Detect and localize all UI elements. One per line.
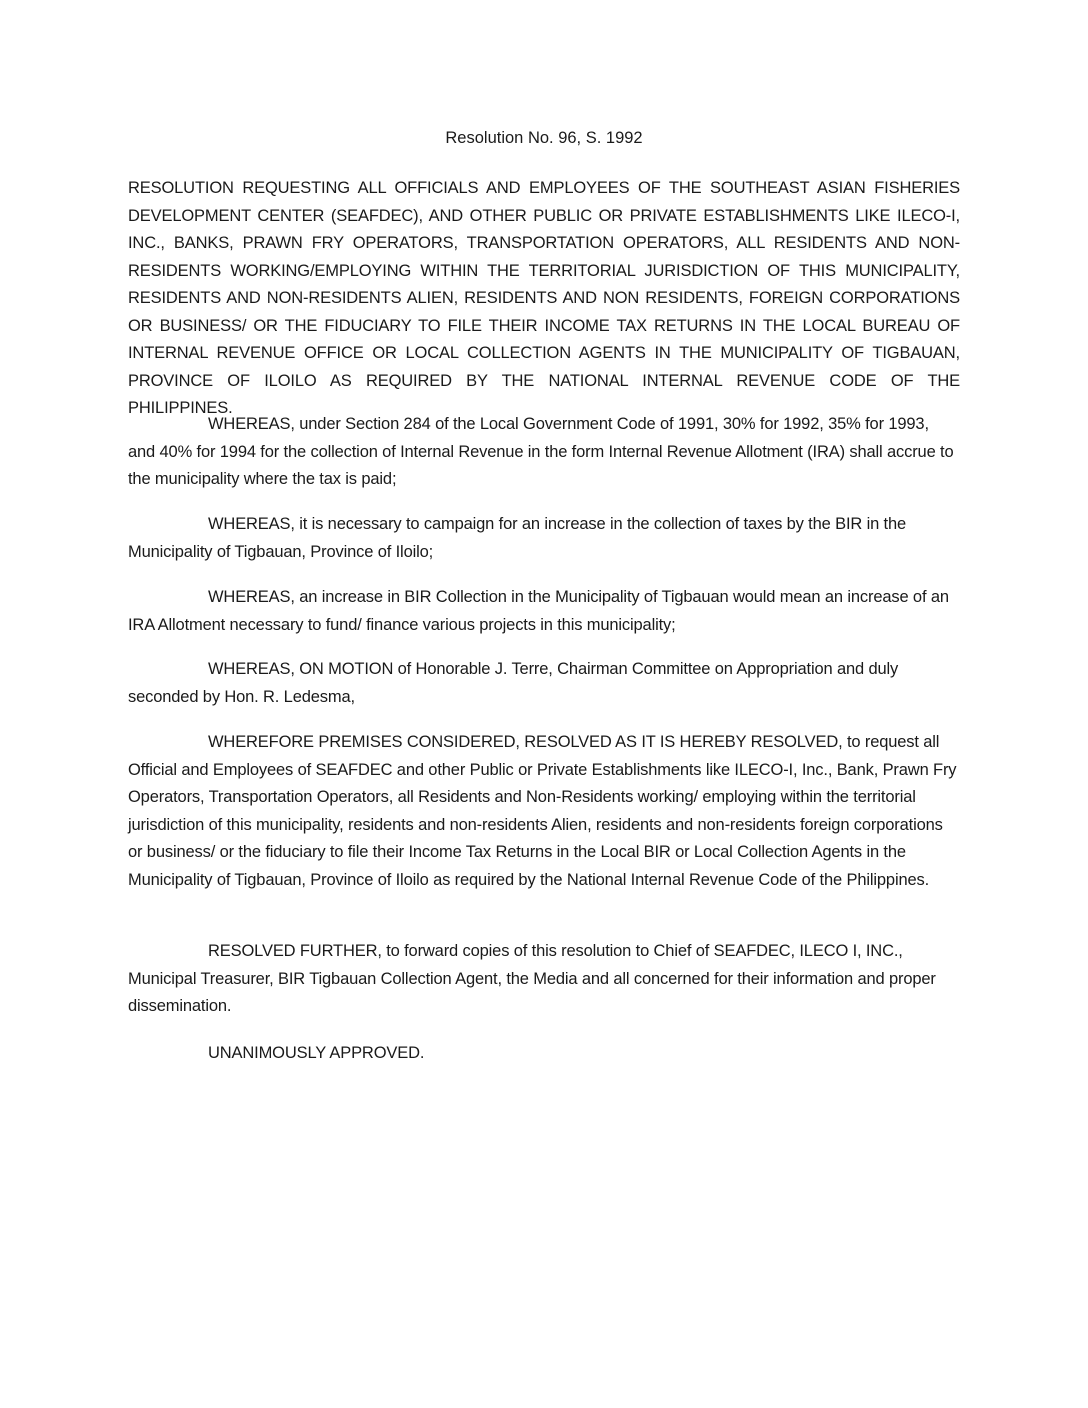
paragraph-text: WHEREAS, an increase in BIR Collection in the Municipality of Tigbauan would mean an increase of an IRA Allotment necessary to fund/ finance various projects in this municipality; xyxy=(128,588,949,634)
whereas-paragraph-2 xyxy=(128,511,960,566)
resolution-heading: RESOLUTION REQUESTING ALL OFFICIALS AND EMPLOYEES OF THE SOUTHEAST ASIAN FISHERIES DEVELOPMENT CENTER (SEAFDEC), AND OTHER PUBLIC OR PRIVATE ESTABLISHMENTS LIKE ILECO-I, INC., BANKS, PRAWN FRY OPERATORS, TRANSPORTATION OPERATORS, ALL RESIDENTS AND NON-RESIDENTS WORKING/EMPLOYING WITHIN THE TERRITORIAL JURISDICTION OF THIS MUNICIPALITY, RESIDENTS AND NON-RESIDENTS ALIEN, RESIDENTS AND NON RESIDENTS, FOREIGN CORPORATIONS OR BUSINESS/ OR THE FIDUCIARY TO FILE THEIR INCOME TAX RETURNS IN THE LOCAL BUREAU OF INTERNAL REVENUE OFFICE OR LOCAL COLLECTION AGENTS IN THE MUNICIPALITY OF TIGBAUAN, PROVINCE OF ILOILO AS REQUIRED BY THE NATIONAL INTERNAL REVENUE CODE OF THE PHILIPPINES. xyxy=(128,179,960,417)
paragraph-text: WHEREAS, ON MOTION of Honorable J. Terre, Chairman Committee on Appropriation and duly seconded by Hon. R. Ledesma, xyxy=(128,660,899,706)
approval-line xyxy=(128,1040,960,1068)
whereas-paragraph-4 xyxy=(128,656,960,711)
paragraph-text: UNANIMOUSLY APPROVED. xyxy=(208,1044,425,1062)
resolved-further-paragraph xyxy=(128,938,960,1021)
paragraph-text: WHEREAS, it is necessary to campaign for an increase in the collection of taxes by the BIR in the Municipality of Tigbauan, Province of Iloilo; xyxy=(128,515,907,561)
paragraph-text: RESOLVED FURTHER, to forward copies of this resolution to Chief of SEAFDEC, ILECO I, INC., Municipal Treasurer, BIR Tigbauan Collection Agent, the Media and all concerned for their information and proper dissemination. xyxy=(128,942,936,1015)
whereas-paragraph-3 xyxy=(128,584,960,639)
whereas-paragraph-1 xyxy=(128,411,960,494)
paragraph-text: WHEREAS, under Section 284 of the Local Government Code of 1991, 30% for 1992, 35% for 1993, and 40% for 1994 for the collection of Internal Revenue in the form Internal Revenue Allotment (IRA) shall accrue to the municipality where the tax is paid; xyxy=(128,415,954,488)
resolution-title: Resolution No. 96, S. 1992 xyxy=(445,129,643,147)
paragraph-text: WHEREFORE PREMISES CONSIDERED, RESOLVED AS IT IS HEREBY RESOLVED, to request all Official and Employees of SEAFDEC and other Public or Private Establishments like ILECO-I, Inc., Bank, Prawn Fry Operators, Transportation Operators, all Residents and Non-Residents working/ employing within the territorial jurisdiction of this municipality, residents and non-residents Alien, residents and non-residents foreign corporations or business/ or the fiduciary to file their Income Tax Returns in the Local BIR or Local Collection Agents in the Municipality of Tigbauan, Province of Iloilo as required by the National Internal Revenue Code of the Philippines. xyxy=(128,733,957,889)
wherefore-paragraph xyxy=(128,729,960,894)
